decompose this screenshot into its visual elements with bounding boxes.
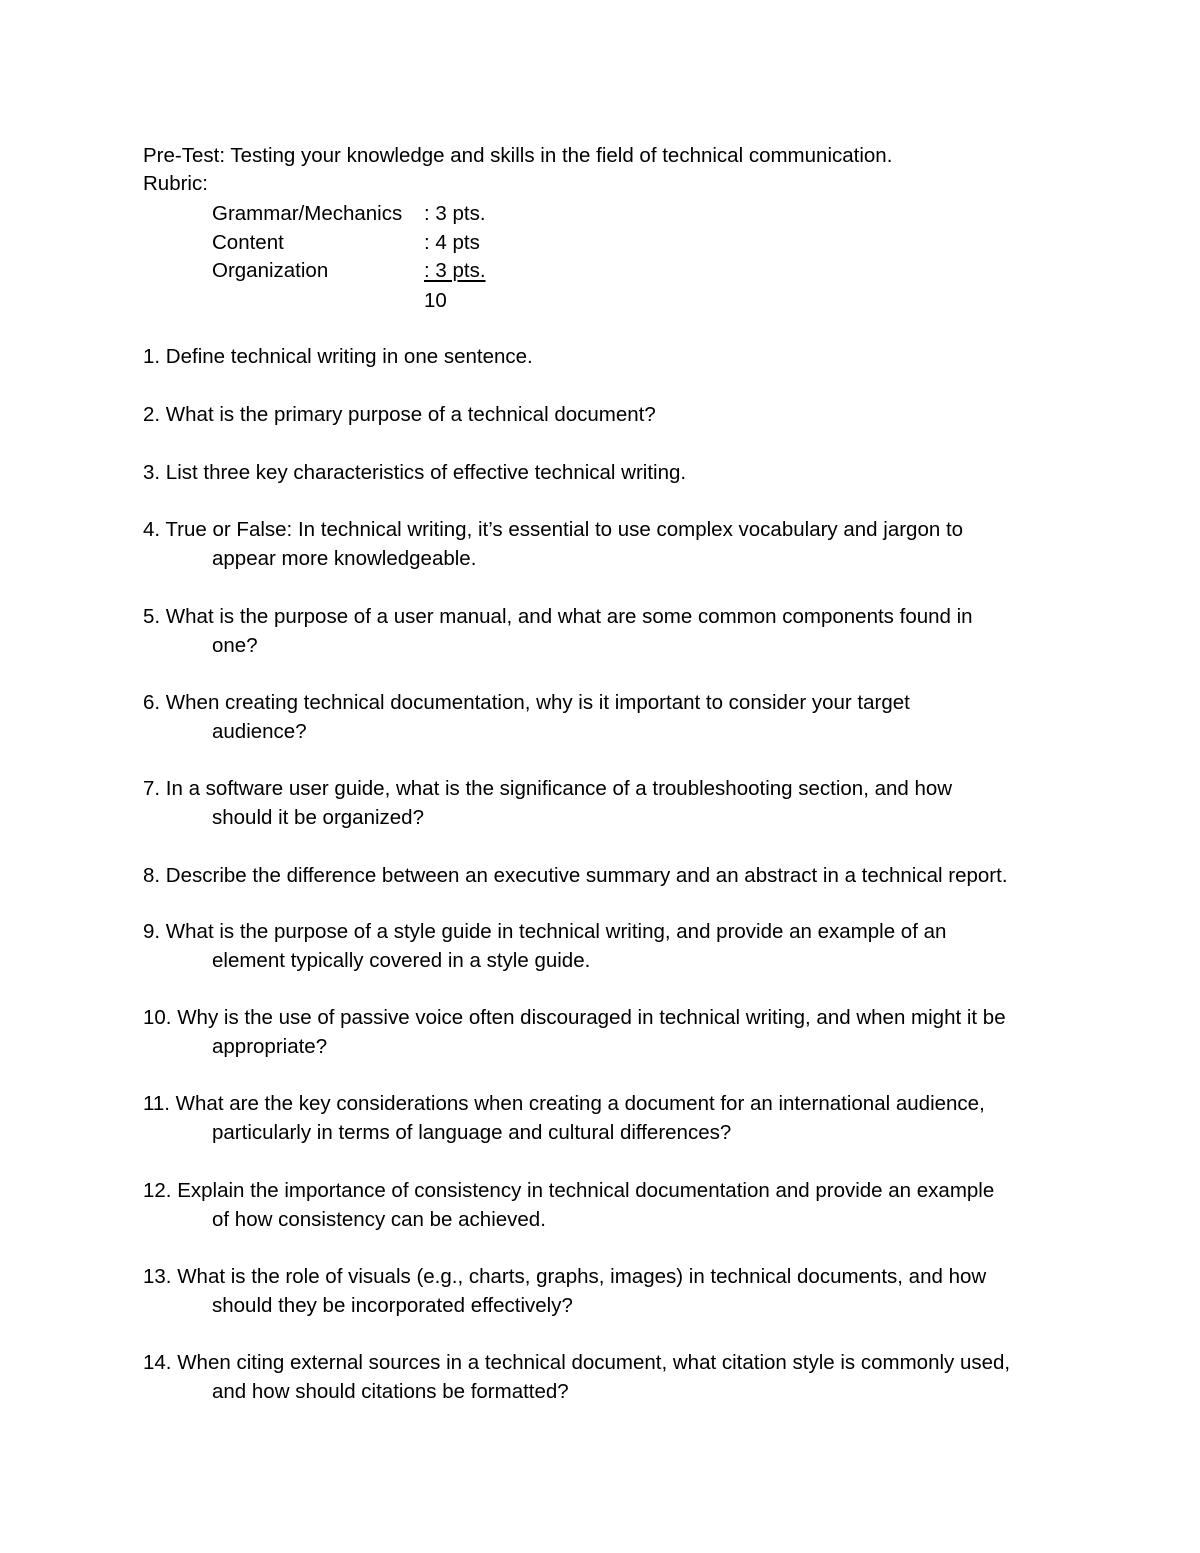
question-continuation: particularly in terms of language and cultural differences?: [212, 1121, 732, 1144]
question-5: [143, 602, 1083, 660]
question-13: [143, 1262, 1083, 1320]
question-7: [143, 774, 1083, 832]
page-title: Pre-Test: Testing your knowledge and skills in the field of technical communication.: [143, 144, 893, 167]
question-text: 2. What is the primary purpose of a technical document?: [143, 403, 656, 426]
question-text: 8. Describe the difference between an executive summary and an abstract in a technical report.: [143, 864, 1008, 887]
question-continuation: should it be organized?: [212, 806, 424, 829]
rubric-criterion: Content: [212, 231, 284, 254]
question-text: 5. What is the purpose of a user manual, and what are some common components found in: [143, 605, 973, 628]
question-text: 9. What is the purpose of a style guide in technical writing, and provide an example of an: [143, 920, 947, 943]
rubric-criterion: Organization: [212, 259, 329, 282]
rubric-points: : 3 pts.: [424, 259, 486, 282]
question-text: 12. Explain the importance of consistency in technical documentation and provide an example: [143, 1179, 995, 1202]
question-continuation: should they be incorporated effectively?: [212, 1294, 573, 1317]
rubric-heading: Rubric:: [143, 172, 208, 195]
question-text: 13. What is the role of visuals (e.g., charts, graphs, images) in technical documents, and how: [143, 1265, 987, 1288]
question-6: [143, 688, 1083, 746]
question-11: [143, 1089, 1083, 1147]
question-8: [143, 861, 1083, 890]
question-continuation: one?: [212, 634, 258, 657]
question-10: [143, 1003, 1083, 1061]
question-text: 7. In a software user guide, what is the significance of a troubleshooting section, and how: [143, 777, 953, 800]
rubric-row-content: [212, 229, 480, 257]
question-continuation: and how should citations be formatted?: [212, 1380, 569, 1403]
question-3: [143, 458, 1083, 487]
question-text: 6. When creating technical documentation, why is it important to consider your target: [143, 691, 910, 714]
question-9: [143, 917, 1083, 975]
question-14: [143, 1348, 1083, 1406]
question-continuation: of how consistency can be achieved.: [212, 1208, 546, 1231]
question-4: [143, 515, 1083, 573]
question-text: 3. List three key characteristics of effective technical writing.: [143, 461, 687, 484]
question-text: 4. True or False: In technical writing, it’s essential to use complex vocabulary and jargon to: [143, 518, 964, 541]
question-2: [143, 400, 1083, 429]
rubric-total: 10: [424, 289, 447, 312]
rubric-points: : 3 pts.: [424, 202, 486, 225]
rubric-criterion: Grammar/Mechanics: [212, 202, 403, 225]
question-continuation: element typically covered in a style guide.: [212, 949, 591, 972]
question-text: 10. Why is the use of passive voice often discouraged in technical writing, and when might it be: [143, 1006, 1006, 1029]
question-text: 1. Define technical writing in one sentence.: [143, 345, 533, 368]
question-12: [143, 1176, 1083, 1234]
question-continuation: appear more knowledgeable.: [212, 547, 477, 570]
question-continuation: appropriate?: [212, 1035, 328, 1058]
question-text: 14. When citing external sources in a technical document, what citation style is commonly used,: [143, 1351, 1011, 1374]
question-text: 11. What are the key considerations when creating a document for an international audience,: [143, 1092, 985, 1115]
rubric-points: : 4 pts: [424, 231, 480, 254]
question-continuation: audience?: [212, 720, 307, 743]
rubric-row-grammar: [212, 200, 486, 228]
rubric-row-organization: [212, 257, 486, 285]
question-1: [143, 342, 1083, 371]
